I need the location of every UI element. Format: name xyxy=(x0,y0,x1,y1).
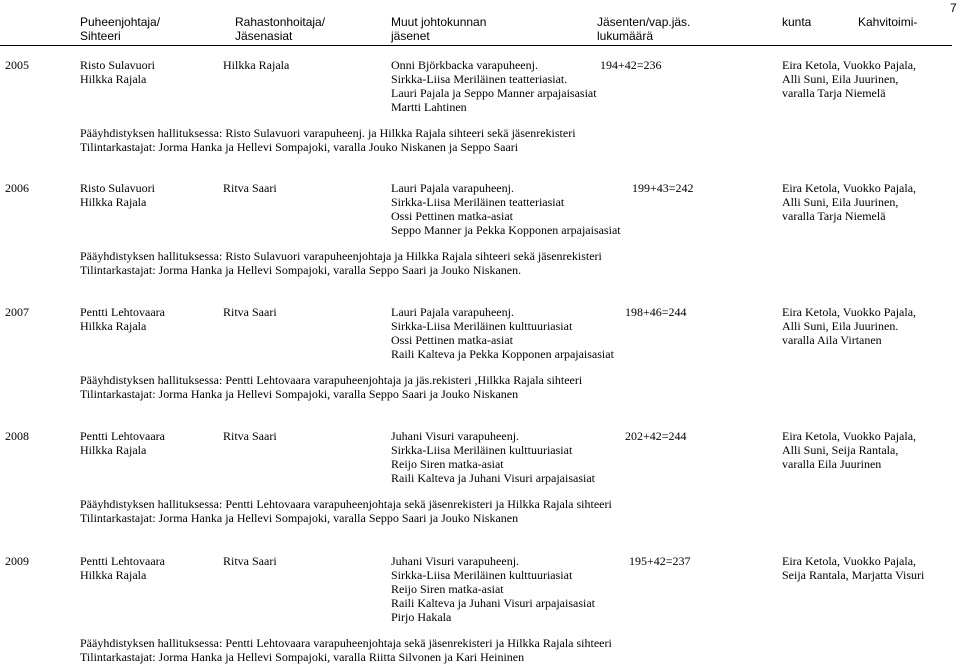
board-member: Seppo Manner ja Pekka Kopponen arpajaisasiat xyxy=(391,223,621,237)
year-notes xyxy=(80,249,602,277)
note-line: Tilintarkastajat: Jorma Hanka ja Hellevi Sompajoki, varalla Seppo Saari ja Jouko Niskanen xyxy=(80,387,519,401)
header-text: Jäsenasiat xyxy=(235,29,293,43)
year-notes xyxy=(80,126,576,154)
member-count: 194+42=236 xyxy=(600,58,662,72)
board-member: Reijo Siren matka-asiat xyxy=(391,457,504,471)
person-name: Pentti Lehtovaara xyxy=(80,554,165,568)
board-member: Raili Kalteva ja Pekka Kopponen arpajaisasiat xyxy=(391,347,614,361)
board-member: Sirkka-Liisa Meriläinen kulttuuriasiat xyxy=(391,319,573,333)
board-member: Reijo Siren matka-asiat xyxy=(391,582,504,596)
board-member: Ossi Pettinen matka-asiat xyxy=(391,333,513,347)
page-number: 7 xyxy=(950,1,957,15)
coffee-person: varalla Tarja Niemelä xyxy=(782,86,886,100)
chair-secretary xyxy=(80,429,165,457)
other-board-members xyxy=(391,305,614,361)
member-count: 202+42=244 xyxy=(625,429,687,443)
member-count: 195+42=237 xyxy=(629,554,691,568)
header-text: Sihteeri xyxy=(80,29,121,43)
board-member: Onni Björkbacka varapuheenj. xyxy=(391,58,538,72)
member-count: 198+46=244 xyxy=(625,305,687,319)
coffee-person: Eira Ketola, Vuokko Pajala, xyxy=(782,181,917,195)
member-count: 199+43=242 xyxy=(632,181,694,195)
coffee-person: Eira Ketola, Vuokko Pajala, xyxy=(782,429,917,443)
note-line: Pääyhdistyksen hallituksessa: Pentti Lehtovaara varapuheenjohtaja ja jäs.rekisteri ,Hilkka Rajala sihteeri xyxy=(80,373,583,387)
coffee-person: varalla Tarja Niemelä xyxy=(782,209,886,223)
year-notes xyxy=(80,497,612,525)
person-name: Ritva Saari xyxy=(223,181,277,195)
chair-secretary xyxy=(80,58,155,86)
coffee-service xyxy=(782,305,916,347)
note-line: Pääyhdistyksen hallituksessa: Risto Sulavuori varapuheenjohtaja ja Hilkka Rajala sihteeri sekä jäsenrekisteri xyxy=(80,249,602,263)
treasurer xyxy=(223,181,277,195)
header-municipality xyxy=(782,15,811,29)
note-line: Tilintarkastajat: Jorma Hanka ja Hellevi Sompajoki, varalla Jouko Niskanen ja Seppo Saari xyxy=(80,140,519,154)
person-name: Hilkka Rajala xyxy=(80,319,147,333)
coffee-service xyxy=(782,58,916,100)
coffee-person: varalla Aila Virtanen xyxy=(782,333,882,347)
board-member: Sirkka-Liisa Meriläinen kulttuuriasiat xyxy=(391,568,573,582)
person-name: Hilkka Rajala xyxy=(80,72,147,86)
chair-secretary xyxy=(80,181,155,209)
board-member: Lauri Pajala ja Seppo Manner arpajaisasiat xyxy=(391,86,597,100)
header-coffee-service xyxy=(858,15,917,29)
header-text: Rahastonhoitaja/ xyxy=(235,15,326,29)
coffee-service xyxy=(782,429,916,471)
coffee-person: varalla Eila Juurinen xyxy=(782,457,882,471)
other-board-members xyxy=(391,181,621,237)
coffee-person: Eira Ketola, Vuokko Pajala, xyxy=(782,305,917,319)
coffee-service xyxy=(782,181,916,223)
board-member: Juhani Visuri varapuheenj. xyxy=(391,554,520,568)
treasurer xyxy=(223,58,289,72)
other-board-members xyxy=(391,429,595,485)
person-name: Hilkka Rajala xyxy=(80,195,147,209)
person-name: Hilkka Rajala xyxy=(80,568,147,582)
board-member: Raili Kalteva ja Juhani Visuri arpajaisasiat xyxy=(391,596,595,610)
other-board-members xyxy=(391,554,595,624)
treasurer xyxy=(223,305,277,319)
person-name: Hilkka Rajala xyxy=(80,443,147,457)
person-name: Ritva Saari xyxy=(223,305,277,319)
coffee-person: Seija Rantala, Marjatta Visuri xyxy=(782,568,925,582)
person-name: Risto Sulavuori xyxy=(80,181,156,195)
board-member: Sirkka-Liisa Meriläinen teatteriasiat. xyxy=(391,72,568,86)
header-text: Puheenjohtaja/ xyxy=(80,15,161,29)
board-member: Lauri Pajala varapuheenj. xyxy=(391,181,514,195)
coffee-person: Alli Suni, Seija Rantala, xyxy=(782,443,899,457)
header-divider xyxy=(0,45,952,46)
header-text: lukumäärä xyxy=(597,29,654,43)
note-line: Tilintarkastajat: Jorma Hanka ja Hellevi Sompajoki, varalla Seppo Saari ja Jouko Niskanen xyxy=(80,511,519,525)
header-text: Muut johtokunnan xyxy=(391,15,487,29)
board-member: Juhani Visuri varapuheenj. xyxy=(391,429,520,443)
coffee-person: Alli Suni, Eila Juurinen. xyxy=(782,319,899,333)
person-name: Ritva Saari xyxy=(223,554,277,568)
year-notes xyxy=(80,373,582,401)
board-member: Martti Lahtinen xyxy=(391,100,467,114)
coffee-person: Alli Suni, Eila Juurinen, xyxy=(782,195,899,209)
year-notes xyxy=(80,636,612,664)
header-text: kunta xyxy=(782,15,812,29)
chair-secretary xyxy=(80,305,165,333)
year-label: 2006 xyxy=(5,181,29,195)
coffee-person: Eira Ketola, Vuokko Pajala, xyxy=(782,58,917,72)
year-label: 2005 xyxy=(5,58,29,72)
other-board-members xyxy=(391,58,597,114)
header-text: Kahvitoimi- xyxy=(858,15,918,29)
person-name: Risto Sulavuori xyxy=(80,58,156,72)
treasurer xyxy=(223,554,277,568)
header-chair-secretary xyxy=(80,15,160,43)
header-treasurer-membership xyxy=(235,15,325,43)
chair-secretary xyxy=(80,554,165,582)
note-line: Tilintarkastajat: Jorma Hanka ja Hellevi Sompajoki, varalla Seppo Saari ja Jouko Niskanen. xyxy=(80,263,522,277)
header-text: Jäsenten/vap.jäs. xyxy=(597,15,691,29)
year-label: 2008 xyxy=(5,429,29,443)
board-member: Raili Kalteva ja Juhani Visuri arpajaisasiat xyxy=(391,471,595,485)
header-other-board-members xyxy=(391,15,486,43)
person-name: Hilkka Rajala xyxy=(223,58,290,72)
year-label: 2007 xyxy=(5,305,29,319)
person-name: Ritva Saari xyxy=(223,429,277,443)
board-member: Sirkka-Liisa Meriläinen teatteriasiat xyxy=(391,195,565,209)
header-text: jäsenet xyxy=(391,29,430,43)
board-member: Pirjo Hakala xyxy=(391,610,452,624)
person-name: Pentti Lehtovaara xyxy=(80,305,165,319)
board-member: Ossi Pettinen matka-asiat xyxy=(391,209,513,223)
board-member: Sirkka-Liisa Meriläinen kulttuuriasiat xyxy=(391,443,573,457)
note-line: Pääyhdistyksen hallituksessa: Risto Sulavuori varapuheenj. ja Hilkka Rajala sihteeri sekä jäsenrekisteri xyxy=(80,126,576,140)
coffee-service xyxy=(782,554,924,582)
note-line: Tilintarkastajat: Jorma Hanka ja Hellevi Sompajoki, varalla Riitta Silvonen ja Kari Heininen xyxy=(80,650,525,664)
coffee-person: Alli Suni, Eila Juurinen, xyxy=(782,72,899,86)
treasurer xyxy=(223,429,277,443)
year-label: 2009 xyxy=(5,554,29,568)
note-line: Pääyhdistyksen hallituksessa: Pentti Lehtovaara varapuheenjohtaja sekä jäsenrekisteri ja Hilkka Rajala sihteeri xyxy=(80,497,612,511)
note-line: Pääyhdistyksen hallituksessa: Pentti Lehtovaara varapuheenjohtaja sekä jäsenrekisteri ja Hilkka Rajala sihteeri xyxy=(80,636,612,650)
person-name: Pentti Lehtovaara xyxy=(80,429,165,443)
coffee-person: Eira Ketola, Vuokko Pajala, xyxy=(782,554,917,568)
header-member-count xyxy=(597,15,690,43)
board-member: Lauri Pajala varapuheenj. xyxy=(391,305,514,319)
